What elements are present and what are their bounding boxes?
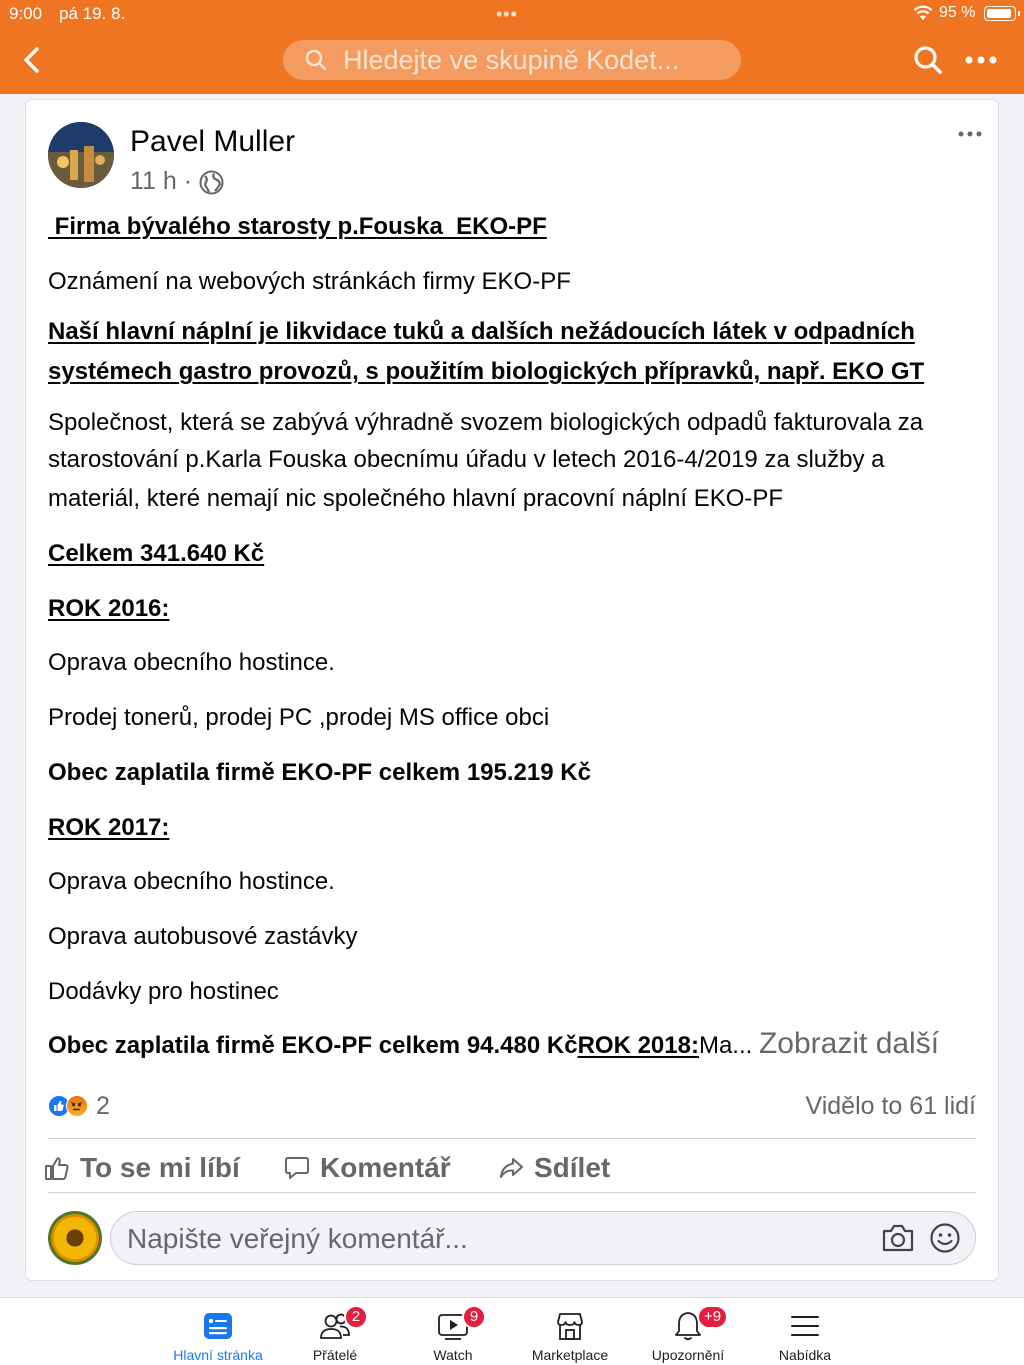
share-label: Sdílet bbox=[534, 1152, 611, 1183]
comment-input[interactable] bbox=[110, 1211, 976, 1265]
like-button[interactable] bbox=[44, 1150, 240, 1186]
author-name[interactable]: Pavel Muller bbox=[130, 125, 296, 158]
tab-menu[interactable] bbox=[750, 1298, 860, 1365]
search-placeholder: Hledejte ve skupině Kodet... bbox=[343, 45, 680, 75]
battery-percent: 95 % bbox=[939, 4, 976, 21]
tab-label: Watch bbox=[433, 1347, 473, 1363]
post-heading bbox=[48, 208, 978, 246]
wifi-icon bbox=[913, 5, 933, 21]
home-feed-icon bbox=[202, 1310, 234, 1342]
notification-badge: +9 bbox=[697, 1305, 728, 1329]
heading-text: Firma bývalého starosty p.Fouska EKO-PF bbox=[48, 213, 547, 240]
item-2016-1: Oprava obecního hostince. bbox=[48, 649, 335, 676]
item-2016-2: Prodej tonerů, prodej PC ,prodej MS office obci bbox=[48, 704, 550, 731]
battery-icon bbox=[984, 6, 1016, 21]
view-count: Vidělo to 61 lidí bbox=[805, 1092, 976, 1120]
paid-2017: Obec zaplatila firmě EKO-PF celkem 94.480 Kč bbox=[48, 1032, 578, 1059]
angry-reaction-icon bbox=[66, 1095, 88, 1117]
description-line-3: materiál, které nemají nic společného hlavní pracovní náplní EKO-PF bbox=[48, 485, 784, 512]
item-2017-2: Oprava autobusové zastávky bbox=[48, 923, 358, 950]
share-arrow-icon bbox=[498, 1155, 524, 1181]
status-time: 9:00 bbox=[9, 4, 43, 23]
year-2017-heading: ROK 2017: bbox=[48, 814, 170, 841]
search-icon bbox=[305, 49, 327, 71]
bottom-tab-bar bbox=[0, 1297, 1024, 1365]
description-line-2: starostování p.Karla Fouska obecnímu úřadu v letech 2016-4/2019 za služby a bbox=[48, 446, 885, 473]
divider bbox=[48, 1192, 976, 1193]
tab-home[interactable] bbox=[163, 1298, 273, 1365]
user-avatar[interactable] bbox=[48, 1211, 102, 1265]
back-button[interactable] bbox=[20, 46, 44, 74]
hamburger-menu-icon bbox=[789, 1310, 821, 1342]
tab-watch[interactable] bbox=[398, 1298, 508, 1365]
notification-badge: 9 bbox=[462, 1305, 486, 1329]
tab-label: Upozornění bbox=[651, 1347, 725, 1363]
avatar-photo bbox=[48, 122, 114, 188]
author-avatar[interactable] bbox=[48, 122, 114, 188]
top-bar bbox=[0, 0, 1024, 94]
notification-badge: 2 bbox=[344, 1305, 368, 1329]
item-2017-1: Oprava obecního hostince. bbox=[48, 868, 335, 895]
post-card bbox=[26, 100, 998, 1280]
public-globe-icon bbox=[199, 170, 224, 195]
thumbs-up-icon bbox=[44, 1155, 70, 1181]
search-icon[interactable] bbox=[913, 45, 943, 75]
year-2018-heading: ROK 2018: bbox=[577, 1032, 699, 1059]
mission-line-1: Naší hlavní náplní je likvidace tuků a dalších nežádoucích látek v odpadních bbox=[48, 318, 915, 345]
comment-bubble-icon bbox=[284, 1155, 310, 1181]
comment-label: Komentář bbox=[320, 1152, 451, 1183]
group-search-field[interactable] bbox=[283, 40, 741, 80]
like-label: To se mi líbí bbox=[80, 1152, 240, 1183]
year-2016-heading: ROK 2016: bbox=[48, 595, 170, 622]
tab-label: Přátelé bbox=[312, 1347, 358, 1363]
meta-separator: · bbox=[183, 167, 193, 195]
comment-placeholder: Napište veřejný komentář... bbox=[127, 1223, 468, 1254]
description-line-1: Společnost, která se zabývá výhradně svozem biologických odpadů fakturovala za bbox=[48, 409, 924, 436]
marketplace-store-icon bbox=[554, 1310, 586, 1342]
post-time[interactable]: 11 h bbox=[130, 167, 177, 195]
reaction-count: 2 bbox=[96, 1092, 110, 1120]
tab-friends[interactable] bbox=[280, 1298, 390, 1365]
truncated-text: Ma... bbox=[698, 1032, 753, 1059]
total-amount: Celkem 341.640 Kč bbox=[48, 540, 265, 567]
more-options-icon[interactable] bbox=[965, 53, 997, 67]
announcement-text: Oznámení na webových stránkách firmy EKO-PF bbox=[48, 268, 571, 295]
paid-2016: Obec zaplatila firmě EKO-PF celkem 195.219 Kč bbox=[48, 759, 591, 786]
share-button[interactable] bbox=[498, 1150, 610, 1186]
mission-line-2: systémech gastro provozů, s použitím biologických přípravků, např. EKO GT bbox=[48, 358, 925, 385]
post-options-icon[interactable] bbox=[958, 130, 982, 138]
comment-button[interactable] bbox=[284, 1150, 451, 1186]
item-2017-3: Dodávky pro hostinec bbox=[48, 978, 279, 1005]
divider bbox=[48, 1138, 976, 1139]
tab-notifications[interactable] bbox=[633, 1298, 743, 1365]
tab-label: Marketplace bbox=[531, 1347, 609, 1363]
emoji-icon[interactable] bbox=[929, 1222, 961, 1254]
post-meta bbox=[130, 166, 192, 196]
multitasking-dots[interactable]: ••• bbox=[496, 4, 518, 24]
tab-label: Nabídka bbox=[778, 1347, 832, 1363]
show-more-link[interactable]: Zobrazit další bbox=[758, 1027, 940, 1060]
status-date: pá 19. 8. bbox=[59, 4, 126, 23]
paid-2017-line bbox=[48, 1025, 978, 1065]
camera-icon[interactable] bbox=[881, 1223, 915, 1253]
tab-marketplace[interactable] bbox=[515, 1298, 625, 1365]
tab-label: Hlavní stránka bbox=[173, 1347, 263, 1363]
